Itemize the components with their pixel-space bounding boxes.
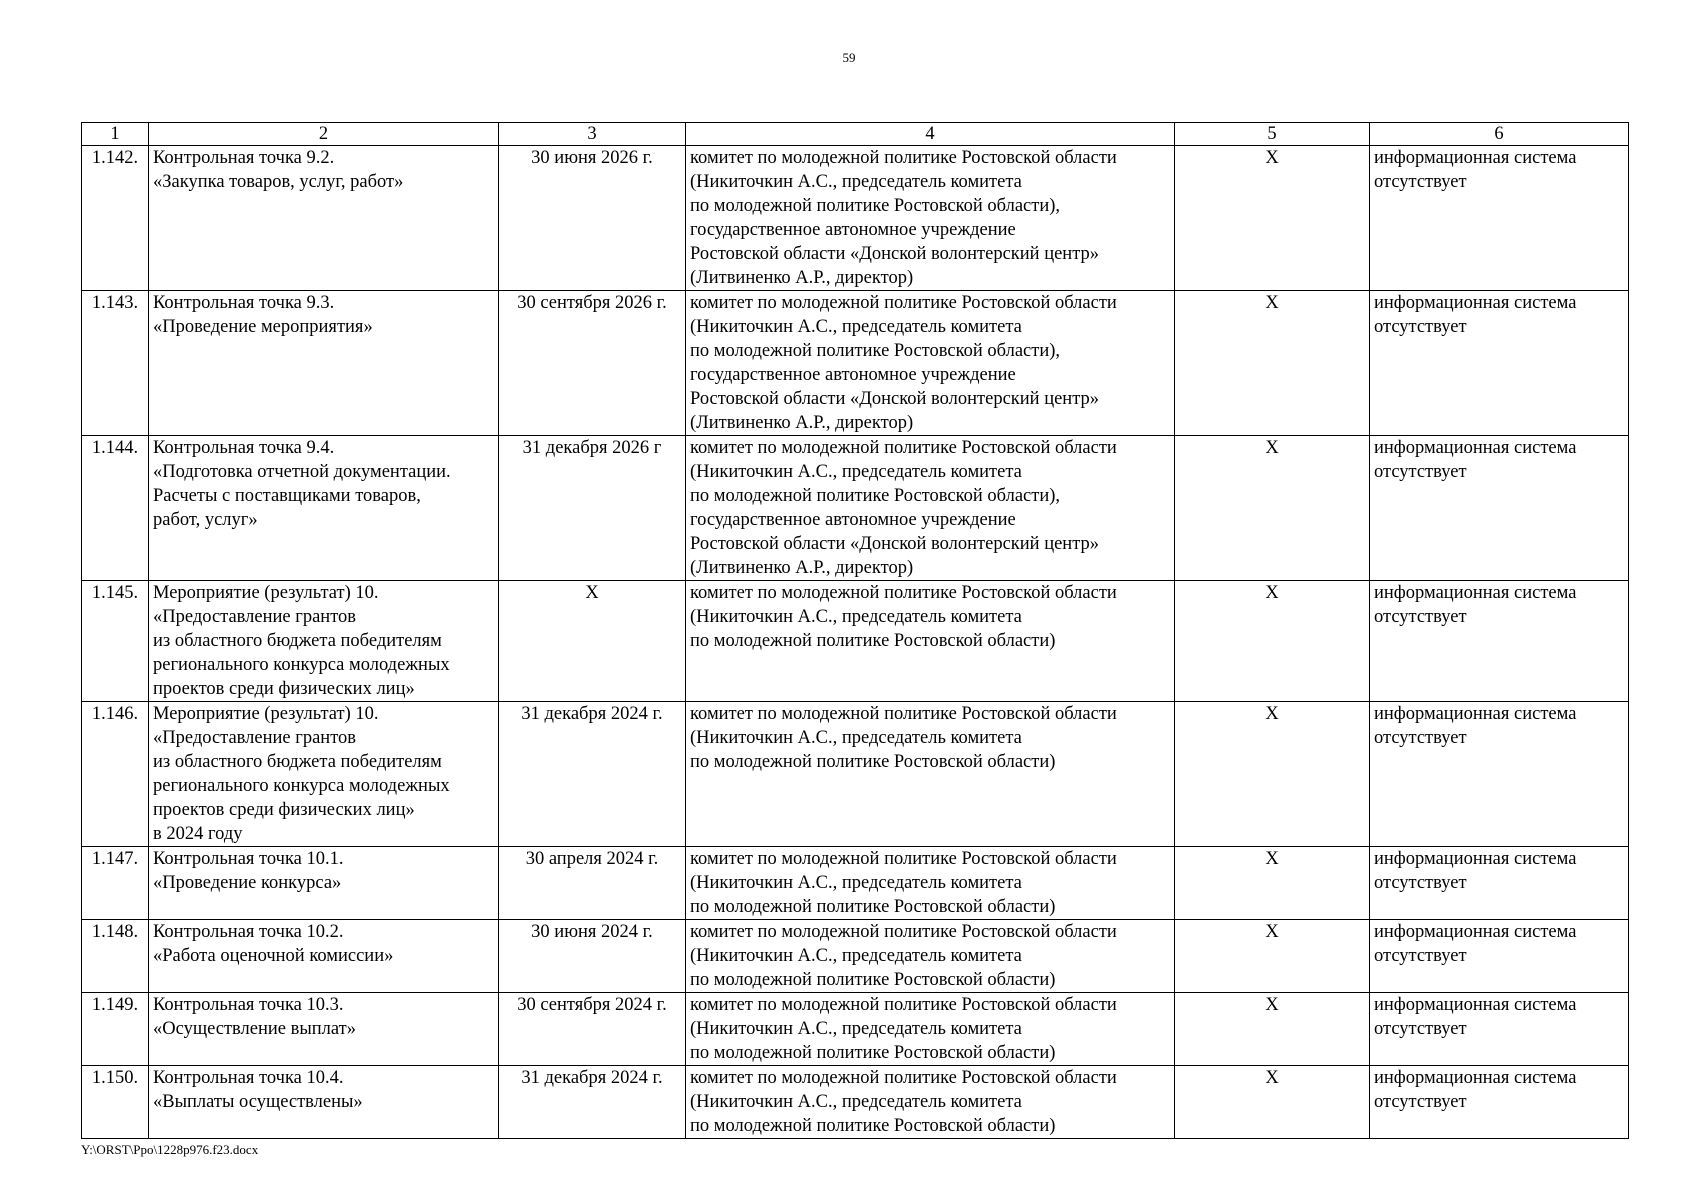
responsible-cell (686, 702, 1175, 847)
measure-name-line: «Проведение мероприятия» (153, 317, 373, 337)
table-row (82, 146, 1629, 291)
row-number-cell: 1.150. (82, 1066, 149, 1139)
measure-name-cell (149, 847, 499, 920)
responsible-line: по молодежной политике Ростовской области), (690, 196, 1061, 216)
measure-name-line: Контрольная точка 10.4. (153, 1068, 344, 1088)
measure-name-line: Контрольная точка 10.2. (153, 922, 344, 942)
responsible-line: по молодежной политике Ростовской области) (690, 631, 1056, 651)
row-number-cell: 1.144. (82, 436, 149, 581)
deadline-cell: 30 июня 2024 г. (499, 920, 686, 993)
responsible-line: комитет по молодежной политике Ростовской области (690, 1068, 1117, 1088)
info-system-line: информационная система (1374, 922, 1577, 942)
responsible-line: (Литвиненко А.Р., директор) (690, 558, 914, 578)
measure-name-line: Контрольная точка 10.1. (153, 849, 344, 869)
row-number-cell: 1.149. (82, 993, 149, 1066)
deadline-cell: 31 декабря 2024 г. (499, 1066, 686, 1139)
row-number-cell: 1.143. (82, 291, 149, 436)
measure-name-cell (149, 581, 499, 702)
deadline-cell: 31 декабря 2024 г. (499, 702, 686, 847)
col5-cell: X (1175, 993, 1370, 1066)
info-system-line: информационная система (1374, 704, 1577, 724)
responsible-line: (Никиточкин А.С., председатель комитета (690, 873, 1022, 893)
info-system-line: информационная система (1374, 849, 1577, 869)
deadline-cell: X (499, 581, 686, 702)
measure-name-cell (149, 920, 499, 993)
responsible-cell (686, 146, 1175, 291)
measure-name-line: проектов среди физических лиц» (153, 679, 415, 699)
responsible-line: по молодежной политике Ростовской области), (690, 486, 1061, 506)
info-system-line: информационная система (1374, 995, 1577, 1015)
measure-name-line: в 2024 году (153, 824, 243, 844)
deadline-cell: 30 июня 2026 г. (499, 146, 686, 291)
responsible-cell (686, 847, 1175, 920)
deadline-cell: 30 апреля 2024 г. (499, 847, 686, 920)
measure-name-line: из областного бюджета победителям (153, 631, 442, 651)
col5-cell: X (1175, 146, 1370, 291)
table-row (82, 847, 1629, 920)
responsible-cell (686, 1066, 1175, 1139)
info-system-line: отсутствует (1374, 946, 1467, 966)
responsible-line: Ростовской области «Донской волонтерский центр» (690, 244, 1100, 264)
info-system-line: отсутствует (1374, 1092, 1467, 1112)
responsible-line: Ростовской области «Донской волонтерский центр» (690, 534, 1100, 554)
info-system-cell (1370, 146, 1629, 291)
responsible-line: по молодежной политике Ростовской области) (690, 1116, 1056, 1136)
measure-name-line: Мероприятие (результат) 10. (153, 583, 379, 603)
header-col-6: 6 (1370, 123, 1629, 146)
responsible-line: комитет по молодежной политике Ростовской области (690, 293, 1117, 313)
responsible-line: государственное автономное учреждение (690, 365, 1016, 385)
info-system-line: информационная система (1374, 293, 1577, 313)
responsible-line: (Литвиненко А.Р., директор) (690, 413, 914, 433)
responsible-cell (686, 920, 1175, 993)
col5-cell: X (1175, 581, 1370, 702)
table-row (82, 436, 1629, 581)
responsible-cell (686, 436, 1175, 581)
table-header-row (82, 123, 1629, 146)
measure-name-line: Контрольная точка 10.3. (153, 995, 344, 1015)
responsible-line: Ростовской области «Донской волонтерский центр» (690, 389, 1100, 409)
table-row (82, 581, 1629, 702)
responsible-line: (Никиточкин А.С., председатель комитета (690, 462, 1022, 482)
info-system-line: отсутствует (1374, 728, 1467, 748)
measure-name-line: «Предоставление грантов (153, 728, 357, 748)
row-number-cell: 1.148. (82, 920, 149, 993)
info-system-line: информационная система (1374, 1068, 1577, 1088)
col5-cell: X (1175, 920, 1370, 993)
info-system-line: отсутствует (1374, 607, 1467, 627)
responsible-line: по молодежной политике Ростовской области) (690, 897, 1056, 917)
row-number-cell: 1.142. (82, 146, 149, 291)
col5-cell: X (1175, 291, 1370, 436)
table-row (82, 291, 1629, 436)
table-row (82, 702, 1629, 847)
header-col-3: 3 (499, 123, 686, 146)
measure-name-line: Расчеты с поставщиками товаров, (153, 486, 421, 506)
info-system-cell (1370, 581, 1629, 702)
info-system-line: отсутствует (1374, 172, 1467, 192)
info-system-line: отсутствует (1374, 317, 1467, 337)
measure-name-line: работ, услуг» (153, 510, 258, 530)
responsible-line: (Никиточкин А.С., председатель комитета (690, 172, 1022, 192)
responsible-cell (686, 581, 1175, 702)
responsible-line: государственное автономное учреждение (690, 510, 1016, 530)
measure-name-line: «Закупка товаров, услуг, работ» (153, 172, 404, 192)
info-system-cell (1370, 993, 1629, 1066)
responsible-line: (Никиточкин А.С., председатель комитета (690, 317, 1022, 337)
responsible-line: комитет по молодежной политике Ростовской области (690, 849, 1117, 869)
measure-name-line: «Подготовка отчетной документации. (153, 462, 451, 482)
col5-cell: X (1175, 436, 1370, 581)
info-system-line: отсутствует (1374, 1019, 1467, 1039)
responsible-line: по молодежной политике Ростовской области), (690, 341, 1061, 361)
measure-name-line: «Выплаты осуществлены» (153, 1092, 363, 1112)
table-row (82, 920, 1629, 993)
col5-cell: X (1175, 847, 1370, 920)
measure-name-cell (149, 1066, 499, 1139)
page-number: 59 (842, 50, 856, 65)
measure-name-cell (149, 702, 499, 847)
measure-name-line: Контрольная точка 9.3. (153, 293, 335, 313)
header-col-4: 4 (686, 123, 1175, 146)
col5-cell: X (1175, 702, 1370, 847)
responsible-line: (Литвиненко А.Р., директор) (690, 268, 914, 288)
measure-name-cell (149, 993, 499, 1066)
responsible-line: (Никиточкин А.С., председатель комитета (690, 607, 1022, 627)
info-system-line: информационная система (1374, 583, 1577, 603)
deadline-cell: 30 сентября 2024 г. (499, 993, 686, 1066)
info-system-cell (1370, 436, 1629, 581)
measure-name-cell (149, 146, 499, 291)
info-system-cell (1370, 920, 1629, 993)
footer-file-path: Y:\ORST\Ppo\1228p976.f23.docx (81, 1142, 259, 1157)
responsible-line: государственное автономное учреждение (690, 220, 1016, 240)
measure-name-line: «Работа оценочной комиссии» (153, 946, 394, 966)
table-row (82, 993, 1629, 1066)
responsible-cell (686, 291, 1175, 436)
measure-name-line: «Проведение конкурса» (153, 873, 342, 893)
header-col-5: 5 (1175, 123, 1370, 146)
row-number-cell: 1.146. (82, 702, 149, 847)
responsible-line: комитет по молодежной политике Ростовской области (690, 438, 1117, 458)
responsible-cell (686, 993, 1175, 1066)
responsible-line: комитет по молодежной политике Ростовской области (690, 922, 1117, 942)
measure-name-line: Контрольная точка 9.2. (153, 148, 335, 168)
info-system-cell (1370, 1066, 1629, 1139)
info-system-line: отсутствует (1374, 873, 1467, 893)
table-row (82, 1066, 1629, 1139)
responsible-line: комитет по молодежной политике Ростовской области (690, 704, 1117, 724)
responsible-line: комитет по молодежной политике Ростовской области (690, 583, 1117, 603)
deadline-cell: 31 декабря 2026 г (499, 436, 686, 581)
info-system-cell (1370, 291, 1629, 436)
responsible-line: (Никиточкин А.С., председатель комитета (690, 946, 1022, 966)
document-table (81, 122, 1629, 1139)
measure-name-cell (149, 291, 499, 436)
measure-name-line: регионального конкурса молодежных (153, 776, 450, 796)
measure-name-line: «Предоставление грантов (153, 607, 357, 627)
row-number-cell: 1.147. (82, 847, 149, 920)
responsible-line: по молодежной политике Ростовской области) (690, 752, 1056, 772)
responsible-line: по молодежной политике Ростовской области) (690, 1043, 1056, 1063)
responsible-line: (Никиточкин А.С., председатель комитета (690, 728, 1022, 748)
responsible-line: (Никиточкин А.С., председатель комитета (690, 1019, 1022, 1039)
measure-name-line: проектов среди физических лиц» (153, 800, 415, 820)
measure-name-line: Контрольная точка 9.4. (153, 438, 335, 458)
deadline-cell: 30 сентября 2026 г. (499, 291, 686, 436)
measure-name-line: Мероприятие (результат) 10. (153, 704, 379, 724)
info-system-line: информационная система (1374, 148, 1577, 168)
info-system-cell (1370, 847, 1629, 920)
col5-cell: X (1175, 1066, 1370, 1139)
header-col-1: 1 (82, 123, 149, 146)
measure-name-cell (149, 436, 499, 581)
info-system-line: информационная система (1374, 438, 1577, 458)
info-system-cell (1370, 702, 1629, 847)
row-number-cell: 1.145. (82, 581, 149, 702)
info-system-line: отсутствует (1374, 462, 1467, 482)
responsible-line: (Никиточкин А.С., председатель комитета (690, 1092, 1022, 1112)
responsible-line: комитет по молодежной политике Ростовской области (690, 995, 1117, 1015)
responsible-line: по молодежной политике Ростовской области) (690, 970, 1056, 990)
responsible-line: комитет по молодежной политике Ростовской области (690, 148, 1117, 168)
measure-name-line: «Осуществление выплат» (153, 1019, 356, 1039)
measure-name-line: регионального конкурса молодежных (153, 655, 450, 675)
header-col-2: 2 (149, 123, 499, 146)
measure-name-line: из областного бюджета победителям (153, 752, 442, 772)
